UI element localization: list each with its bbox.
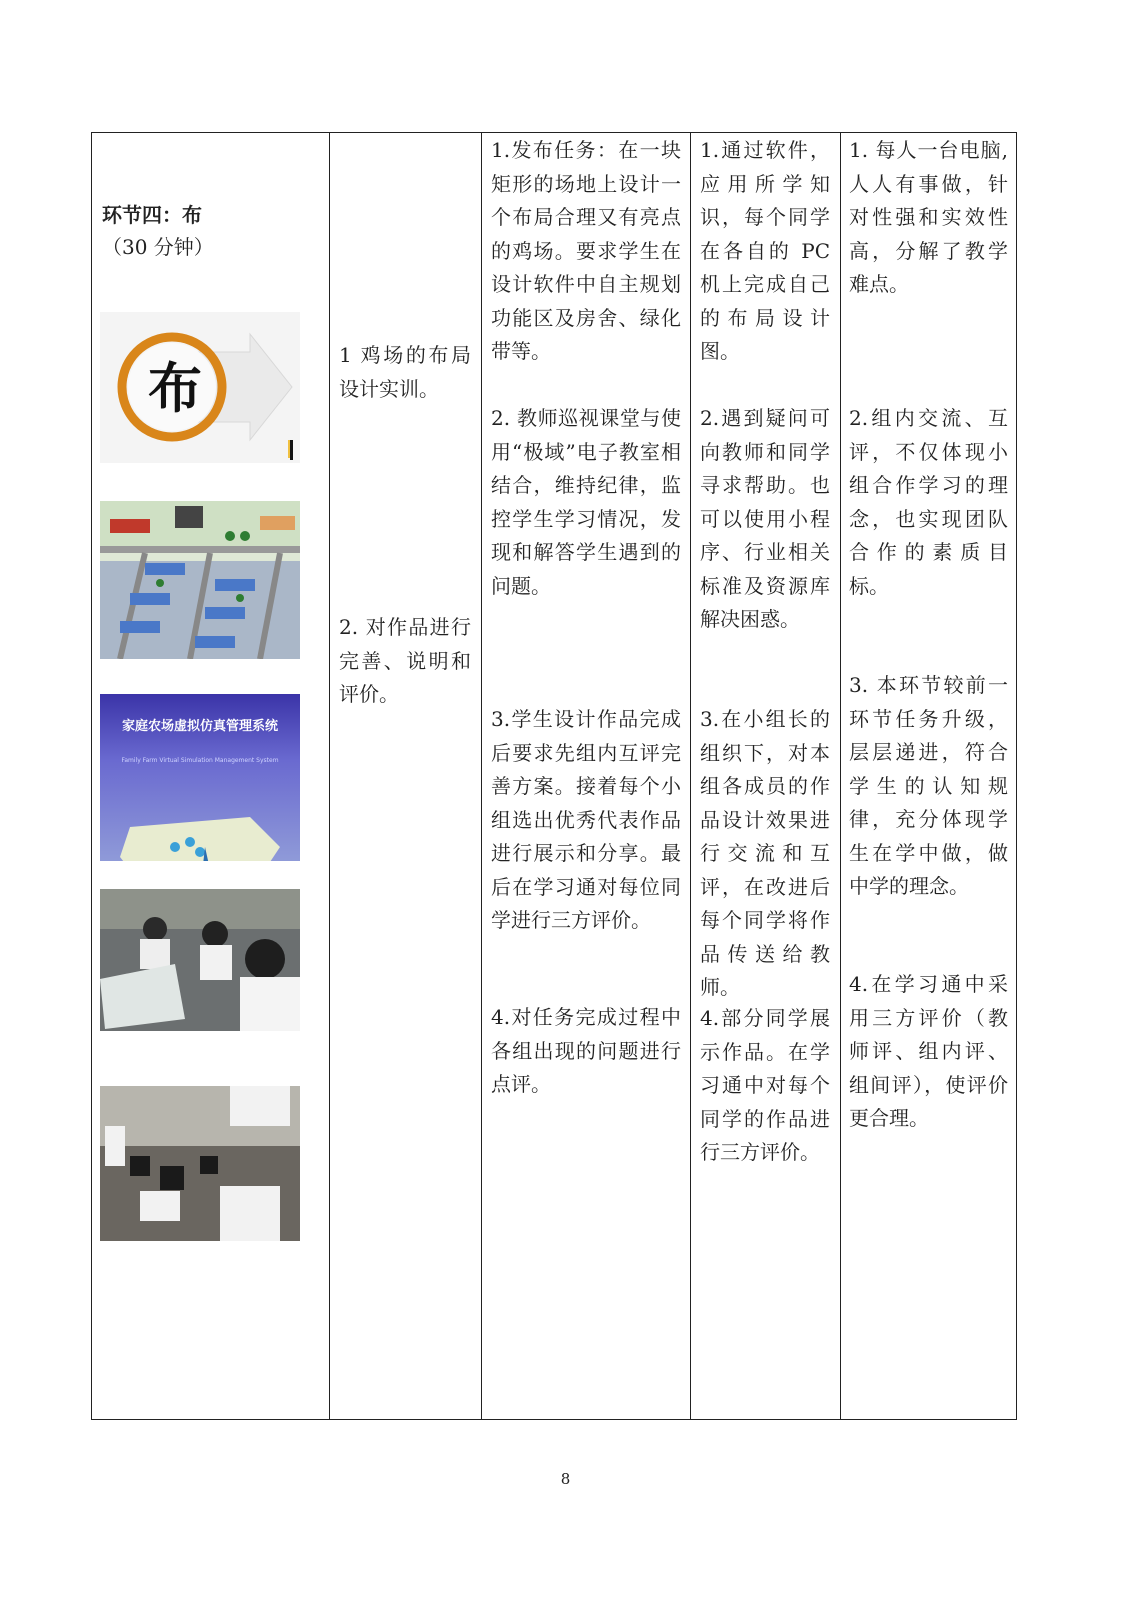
student-activity-item: 3.在小组长的组织下，对本组各成员的作品设计效果进行交流和互评，在改进后每个同学将作品传送给教师。	[700, 707, 830, 999]
design-intent-item: 1. 每人一台电脑,人人有事做，针对性强和实效性高，分解了教学难点。	[849, 138, 1008, 296]
teacher-activity-item: 1.发布任务：在一块矩形的场地上设计一个布局合理又有亮点的鸡场。要求学生在设计软件中自主规划功能区及房舍、绿化带等。	[491, 138, 681, 363]
students-classroom-photo	[100, 889, 300, 1031]
farm-illustration-icon	[100, 777, 300, 861]
teacher-activity-column	[481, 133, 690, 1419]
student-activity-item: 2.遇到疑问可向教师和同学寻求帮助。也可以使用小程序、行业相关标准及资源库解决困惑。	[700, 406, 830, 631]
stage-column	[92, 133, 329, 1419]
design-intent-item: 2.组内交流、互评，不仅体现小组合作学习的理念，也实现团队合作的素质目标。	[849, 406, 1008, 598]
design-intent-item: 3. 本环节较前一环节任务升级，层层递进，符合学生的认知规律，充分体现学生在学中做，做中学的理念。	[849, 673, 1008, 898]
lesson-table	[91, 132, 1017, 1420]
teacher-activity-item: 4.对任务完成过程中各组出现的问题进行点评。	[491, 1005, 681, 1096]
computer-lab-photo	[100, 1086, 300, 1241]
arrow-logo-icon	[100, 312, 300, 463]
stage-duration: （30 分钟）	[102, 235, 214, 259]
teacher-activity-item: 3.学生设计作品完成后要求先组内互评完善方案。接着每个小组选出优秀代表作品进行展示和分享。最后在学习通对每位同学进行三方评价。	[491, 707, 681, 932]
student-activity-column	[690, 133, 840, 1419]
content-item: 2. 对作品进行完善、说明和评价。	[339, 615, 471, 706]
design-intent-item: 4.在学习通中采用三方评价（教师评、组内评、组间评），使评价更合理。	[849, 972, 1008, 1130]
farm-layout-image	[100, 501, 300, 659]
teacher-activity-item: 2. 教师巡视课堂与使用“极域”电子教室相结合，维持纪律，监控学生学习情况，发现和解答学生遇到的问题。	[491, 406, 681, 598]
stage-title: 环节四：布	[102, 203, 202, 227]
software-subtitle: Family Farm Virtual Simulation Management System	[121, 756, 279, 764]
student-activity-item: 4.部分同学展示作品。在学习通中对每个同学的作品进行三方评价。	[700, 1006, 830, 1164]
stage-logo-image	[100, 312, 300, 463]
simulation-software-image	[100, 694, 300, 861]
software-title: 家庭农场虚拟仿真管理系统	[121, 719, 278, 734]
student-activity-item: 1.通过软件，应用所学知识，每个同学在各自的 PC 机上完成自己的布局设计图。	[700, 138, 830, 363]
design-intent-column	[840, 133, 1016, 1419]
logo-char: 布	[148, 357, 202, 420]
content-item: 1 鸡场的布局设计实训。	[339, 343, 471, 401]
page-number: 8	[560, 1470, 571, 1488]
content-column	[329, 133, 481, 1419]
